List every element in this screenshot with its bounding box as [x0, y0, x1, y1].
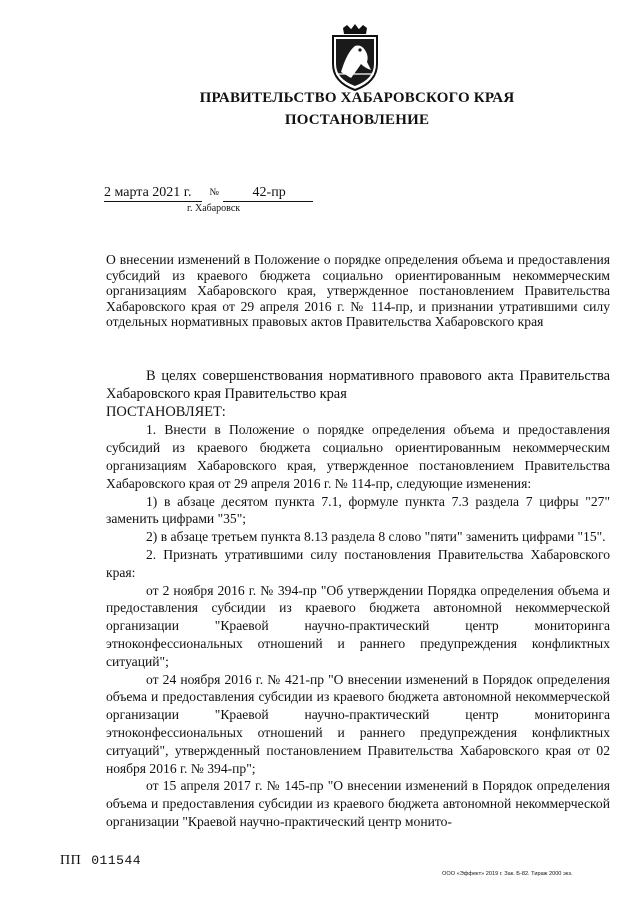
paragraph-2-1: от 2 ноября 2016 г. № 394-пр "Об утверждении Порядка определения объема и предоставления субсидии из краевого бюджета автономной некоммерческой организации "Краевой научно-практический центр мониторинга этноконфессиональных отношений и раннего предупреждения конфликтных ситуаций"; — [106, 582, 610, 669]
form-serial — [60, 853, 141, 869]
paragraph-1: 1. Внести в Положение о порядке определения объема и предоставления субсидий из краевого бюджета социально ориентированным некоммерческим организациям Хабаровского края, утвержденное постановлением Правительства Хабаровского края от 29 апреля 2016 г. № 114-пр, следующие изменения: — [106, 422, 610, 491]
number-label: № — [209, 187, 220, 198]
document-number: 42-пр — [223, 185, 313, 202]
preamble: В целях совершенствования нормативного правового акта Правительства Хабаровского края Правительство края — [106, 368, 610, 402]
paragraph-2-2: от 24 ноября 2016 г. № 421-пр "О внесении изменений в Порядок определения объема и предоставления субсидии из краевого бюджета автономной некоммерческой организации "Краевой научно-практический центр мониторинга этноконфессиональных отношений и раннего предупреждения конфликтных ситуаций", утвержденный постановлением Правительства Хабаровского края от 02 ноября 2016 г. № 394-пр"; — [106, 671, 610, 776]
form-prefix: ПП — [60, 853, 82, 868]
date-number-line — [104, 185, 313, 202]
city: г. Хабаровск — [187, 203, 241, 214]
paragraph-2-3: от 15 апреля 2017 г. № 145-пр "О внесении изменений в Порядок определения объема и предоставления субсидии из краевого бюджета автономной некоммерческой организации "Краевой научно-практический центр монито- — [106, 778, 610, 829]
resolve-word: ПОСТАНОВЛЯЕТ: — [106, 403, 226, 420]
coat-of-arms-icon — [327, 22, 383, 92]
form-number: 011544 — [91, 853, 142, 868]
printer-imprint: ООО «Эффект» 2019 г. Зак. Б-82. Тираж 2000 экз. — [442, 871, 573, 877]
paragraph-1-2: 2) в абзаце третьем пункта 8.13 раздела 8 слово "пяти" заменить цифрами "15". — [146, 529, 606, 545]
document-title: О внесении изменений в Положение о порядке определения объема и предоставления субсидий из краевого бюджета социально ориентированным некоммерческим организациям Хабаровского края, утвержденное постановлением Правительства Хабаровского края от 29 апреля 2016 г. № 114-пр, и признании утратившими силу отдельных нормативных правовых актов Правительства Хабаровского края — [106, 252, 610, 330]
document-type: ПОСТАНОВЛЕНИЕ — [284, 112, 430, 128]
paragraph-2: 2. Признать утратившими силу постановления Правительства Хабаровского края: — [106, 546, 610, 580]
issuer-title: ПРАВИТЕЛЬСТВО ХАБАРОВСКОГО КРАЯ — [199, 90, 515, 106]
document-body — [106, 368, 610, 831]
document-date: 2 марта 2021 г. — [104, 185, 202, 202]
paragraph-1-1: 1) в абзаце десятом пункта 7.1, формуле пункта 7.3 раздела 7 цифры "27" заменить цифрами "35"; — [106, 493, 610, 527]
